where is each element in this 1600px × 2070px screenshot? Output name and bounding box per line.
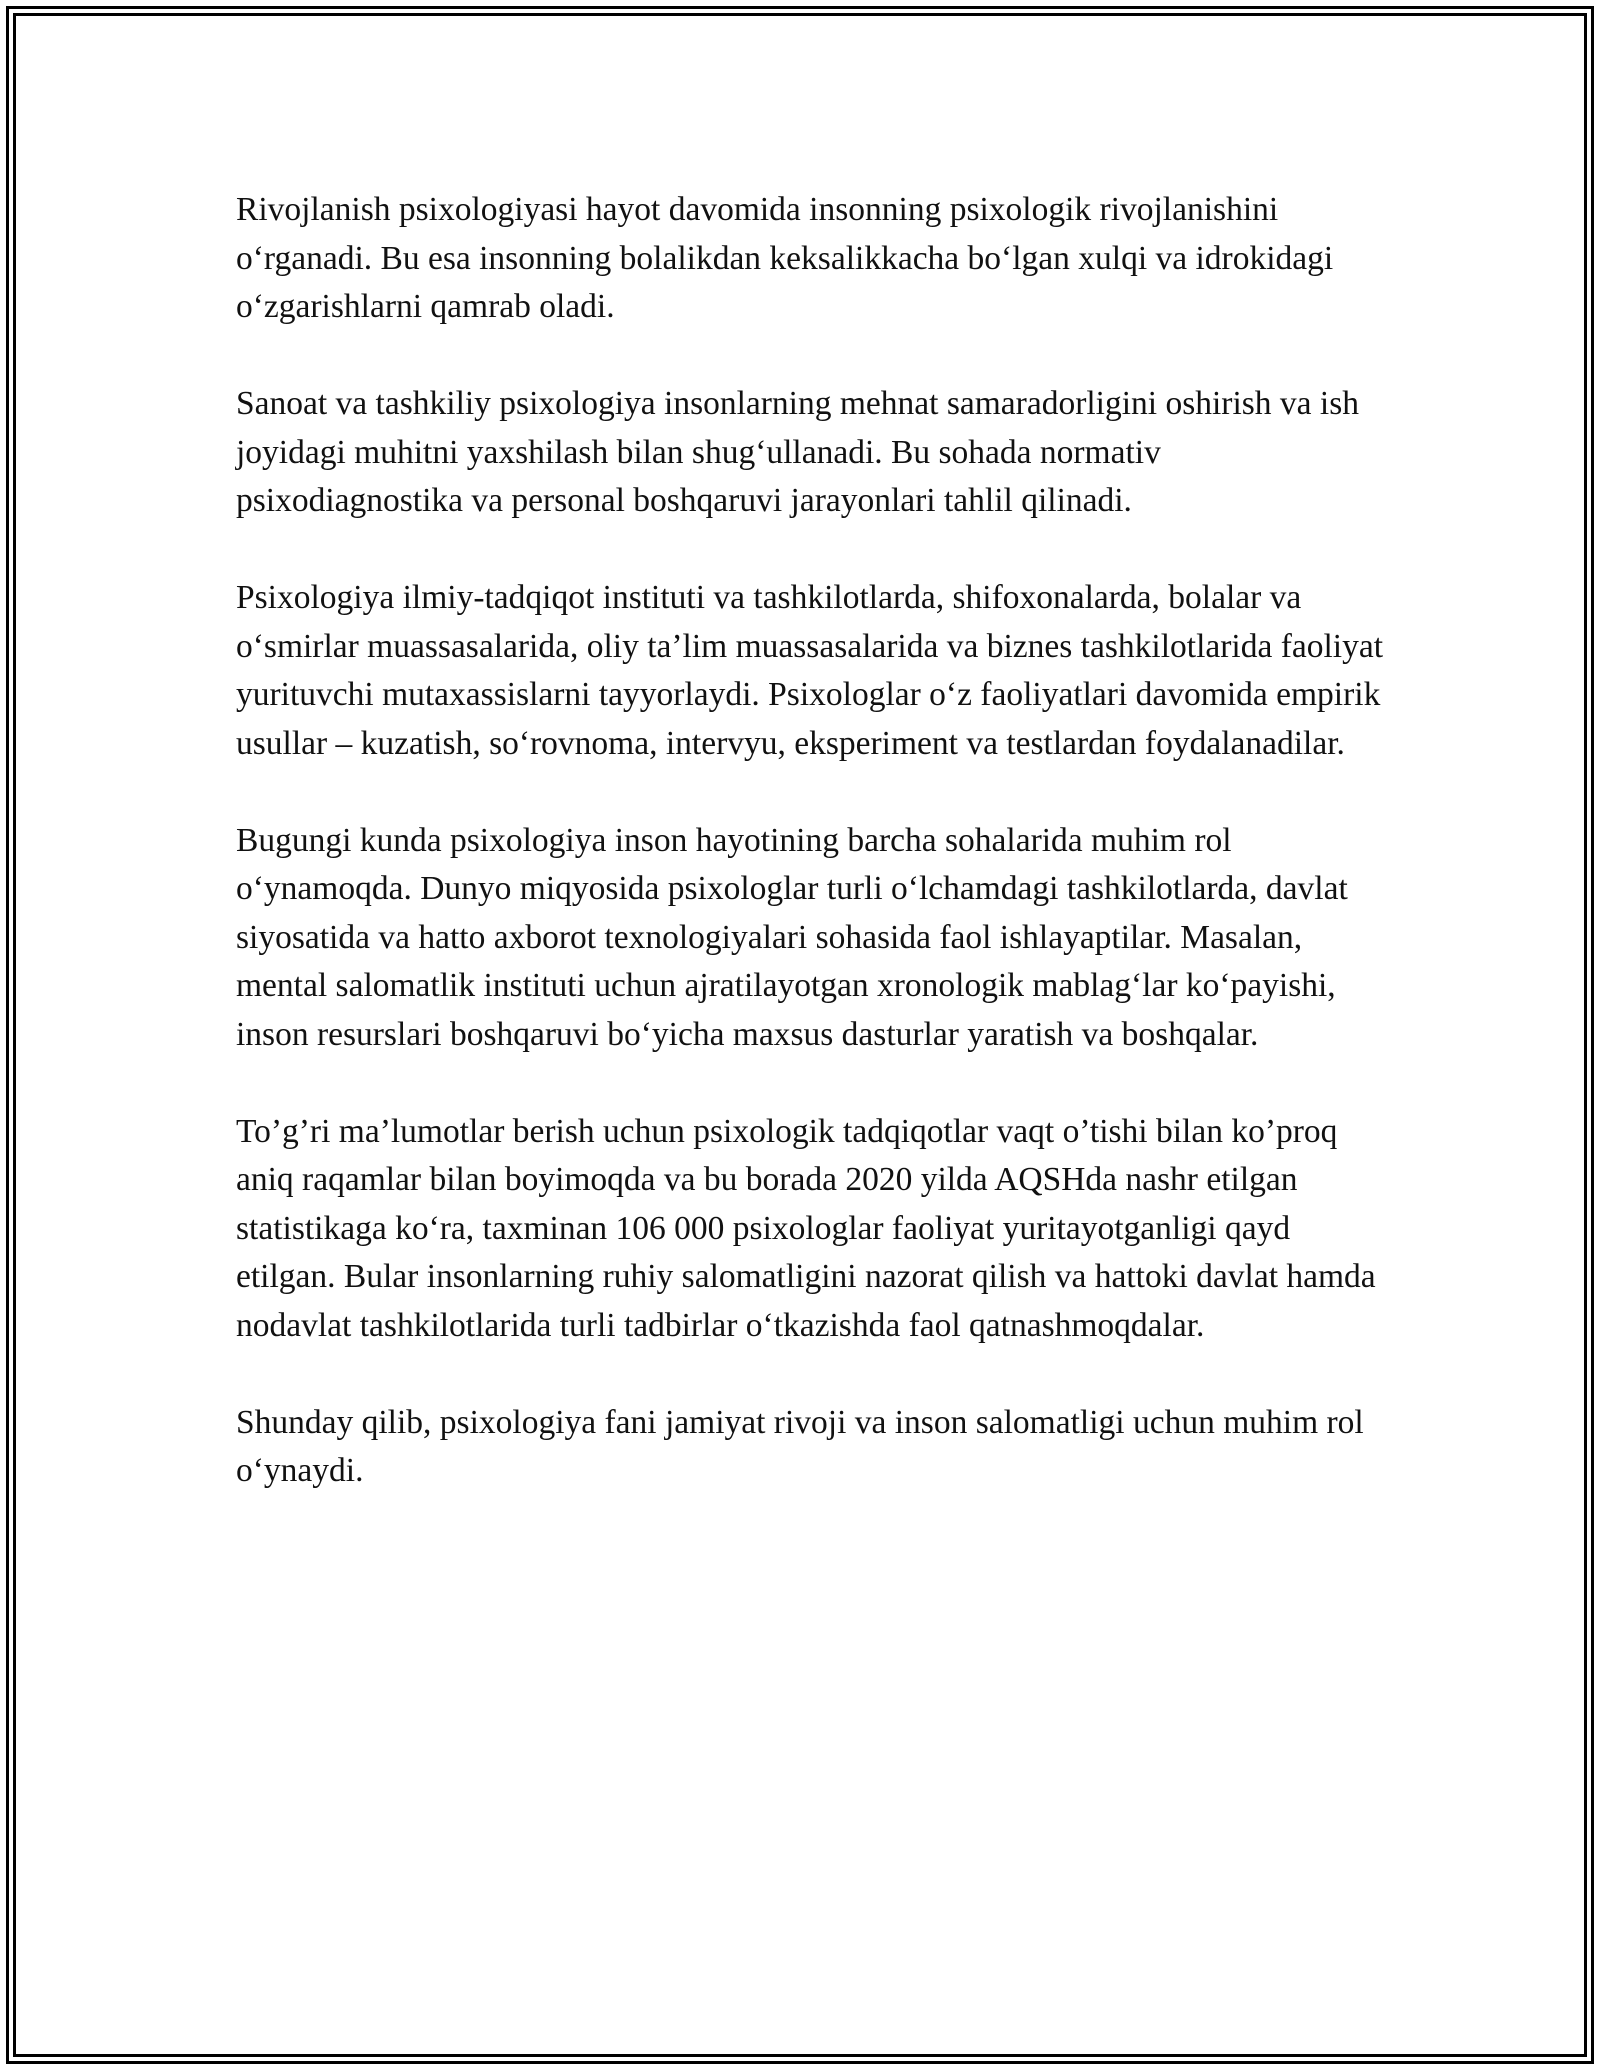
paragraph-6: Shunday qilib, psixologiya fani jamiyat rivoji va inson salomatligi uchun muhim rol o‘ynaydi. [236,1403,1364,1489]
paragraph-2: Sanoat va tashkiliy psixologiya insonlarning mehnat samaradorligini oshirish va ish joyidagi muhitni yaxshilash bilan shug‘ullanadi. Bu sohada normativ psixodiagnostika va personal boshqaruvi jarayonlari tahlil qilinadi. [236,385,1360,519]
document-body [236,186,1396,1544]
paragraph-4: Bugungi kunda psixologiya inson hayotining barcha sohalarida muhim rol o‘ynamoqda. Dunyo miqyosida psixologlar turli o‘lchamdagi tashkilotlarda, davlat siyosatida va hatto axborot texnologiyalari sohasida faol ishlayaptilar. Masalan, mental salomatlik instituti uchun ajratilayotgan xronologik mablag‘lar ko‘payishi, inson resurslari boshqaruvi bo‘yicha maxsus dasturlar yaratish va boshqalar. [236,821,1348,1053]
paragraph-1: Rivojlanish psixologiyasi hayot davomida insonning psixologik rivojlanishini o‘rganadi. Bu esa insonning bolalikdan keksalikkacha bo‘lgan xulqi va idrokidagi o‘zgarishlarni qamrab oladi. [236,191,1334,325]
paragraph-3: Psixologiya ilmiy-tadqiqot instituti va tashkilotlarda, shifoxonalarda, bolalar va o‘smirlar muassasalarida, oliy ta’lim muassasalarida va biznes tashkilotlarida faoliyat yurituvchi mutaxassislarni tayyorlaydi. Psixologlar o‘z faoliyatlari davomida empirik usullar – kuzatish, so‘rovnoma, intervyu, eksperiment va testlardan foydalanadilar. [236,579,1384,762]
paragraph-5: To’g’ri ma’lumotlar berish uchun psixologik tadqiqotlar vaqt o’tishi bilan ko’proq aniq raqamlar bilan boyimoqda va bu borada 2020 yilda AQSHda nashr etilgan statistikaga ko‘ra, taxminan 106 000 psixologlar faoliyat yuritayotganligi qayd etilgan. Bular insonlarning ruhiy salomatligini nazorat qilish va hattoki davlat hamda nodavlat tashkilotlarida turli tadbirlar o‘tkazishda faol qatnashmoqdalar. [236,1112,1376,1344]
